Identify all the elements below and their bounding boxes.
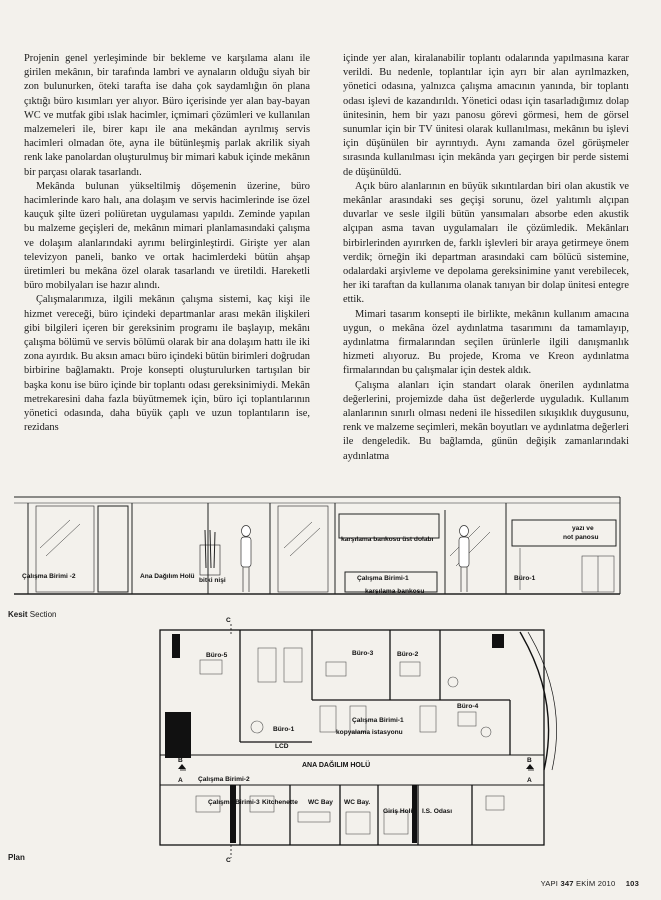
section-marker-label: C (226, 617, 231, 624)
plan-room-label: Büro-3 (352, 650, 374, 657)
plan-room-label: I.S. Odası (422, 808, 453, 815)
plan-room-label: Çalışma Birimi-1 (352, 717, 404, 724)
plan-room-label: Büro-1 (273, 726, 295, 733)
plan-room-label: ANA DAĞILIM HOLÜ (302, 762, 371, 769)
section-marker-label: B (527, 757, 532, 764)
plan-room-label: LCD (275, 743, 289, 750)
plan-room-label: Giriş Holü (383, 808, 415, 815)
section-marker-label: A (178, 777, 183, 784)
plan-room-label: Büro-2 (397, 651, 419, 658)
issue-date: EKİM 2010 (576, 879, 616, 888)
plan-room-label: WC Bay. (344, 799, 371, 806)
section-label: karşılama bankosu (365, 588, 425, 595)
plan-room-label: kopyalama istasyonu (336, 729, 403, 736)
plan-room-label: WC Bay (308, 799, 333, 806)
section-label: Ana Dağılım Holü (140, 573, 195, 580)
plan-outline (160, 630, 544, 845)
magazine-name: YAPI (540, 879, 559, 888)
section-marker-label: A (527, 777, 532, 784)
section-label: Çalışma Birimi -2 (22, 573, 76, 580)
section-marker-label: C (226, 857, 231, 864)
section-label: Büro-1 (514, 575, 536, 582)
paragraph: Mimari tasarım konsepti ile birlikte, mekânın kullanım amacına uygun, o mekâna özel aydınlatma tasarımını da tamamlayıp, aydınlatma firmalarından seçilen ürünlerle ilgili danışmanlık hizmeti alıyoruz. Bu projede, Kroma ve Kreon aydınlatma firmalarından bu çalışmalar için destek aldık. (343, 308, 629, 377)
plan-room-label: Çalışma Birimi-2 (198, 776, 250, 783)
section-label: yazı ve (572, 525, 594, 532)
section-marker-label: B (178, 757, 183, 764)
paragraph: Çalışmalarımıza, ilgili mekânın çalışma sistemi, kaç kişi ile hizmet vereceği, büro içindeki departmanlar arası mekân ilişkileri gibi bilgileri içeren bir gereksinim programı ile başlayıp, mekânı çalışma bölümü ve servis bölümü olarak bir ana dolaşım hattı ile iki zona ayırdık. Bu aksın amacı büro içindeki bütün birimleri doğrudan birbirine bağlamaktı. Proje konsepti oluşturulurken tartışılan bir başka konu ise büro içinde bir toplantı odası gereksinimiydi. Mekân metrekaresini daha fazla büyütmemek için, büro içi toplantılarının yönetici odasında, daha büyük çaplı ve uzun toplantıların ise, rezidans (24, 294, 310, 434)
paragraph: Açık büro alanlarının en büyük sıkıntılardan biri olan akustik ve mekânlar arasındaki ses geçişi sorunu, özel yalıtımlı alçıpan duvarlar ve sesle ilgili bütün yansımaları absorbe eden akustik alçıpan asma tavan uygulamaları ile çözümledik. Mekânları birbirlerinden ayırırken de, farklı işlevleri bir araya getirmeye önem verdik; örneğin iki departman arasındaki cam bölücü sistemine, odalardaki arşivleme ve depolama gereksinimine yanıt verebilecek, her iki taraftan da kullanıma olanak tanıyan bir dolap ünitesi entegre ettik. (343, 180, 629, 306)
paragraph: içinde yer alan, kiralanabilir toplantı odalarında yapılmasına karar verildi. Bu nedenle, toplantılar için ayrı bir alan ayrılmazken, yönetici odasına, yalnızca çalışma amacının yanında, bir toplantı odası işlevi de kazandırıldı. Yönetici odası için tasarladığımız dolap ünitesinin, hem bir yazı panosu görevi görmesi, hem de görsel sunumlar için bir TV ünitesi olarak kullanılması, mekânın bu işlevi için düşünülen bir ayrıntıydı. Aynı zamanda özel görüşmeler sırasında kullanılması için mekânda yarı geçirgen bir perde sistemi de düşünüldü. (343, 53, 629, 178)
plan-caption: Plan (8, 853, 25, 862)
issue-number: 347 (560, 879, 574, 888)
section-label: not panosu (563, 534, 599, 541)
paragraph: Çalışma alanları için standart olarak önerilen aydınlatma değerlerini, projemizde daha üst değerlerde uyguladık. Kullanım alanlarının sınırlı olması nedeni ile hissedilen sıkışıklık duygusunu, renk ve malzeme seçimleri, mekân boyutları ve aydınlatma değerleri ile dengeledik. Bu bağlamda, günün değişik zamanlarındaki aydınlatma (343, 379, 629, 462)
section-label: bitki nişi (199, 577, 226, 584)
page-number: 103 (625, 879, 639, 888)
plan-room-label: Kitchenette (262, 799, 298, 806)
paragraph: Mekânda bulunan yükseltilmiş döşemenin üzerine, büro hacimlerinde karo halı, ana dolaşım ve servis hacimlerinde ise özel kauçuk şilte üzeri poliüretan uygulaması yapıldı. Zeminde yapılan bu malzeme geçişleri de, mekânın mimari planlamasındaki çalışma ve dolaşım alanlarındaki ayrımı belirginleştirdi. Girişte yer alan televizyon paneli, banko ve ortak hacimlerdeki bütün ahşap üretimleri bu mekâna özel olarak tasarlandı ve üretildi. Hareketli büro mobilyaları ise hazır alındı. (24, 180, 310, 292)
section-label: Çalışma Birimi-1 (357, 575, 409, 582)
section-caption: Kesit Section (8, 610, 57, 619)
plan-room-label: Çalışma Birimi-3 (208, 799, 260, 806)
paragraph: Projenin genel yerleşiminde bir bekleme ve karşılama alanı ile girilen mekânın, bir tarafında lambri ve aynaların olduğu siyah bir zon bulunurken, öteki tarafta ise daha çok saydamlığın ön plana çıktığı büro kısımları yer alıyor. Büro içerisinde yer alan bay-bayan WC ve mutfak gibi ıslak hacimler, içmimari çözümleri ve kullanılan malzemeleri ile, birer kapı ile ana mekândan ayrılmış servis hacimleri olmadan öte, ayna ile bütünleşmiş parlak akrilik siyah renk lake panolardan oluşturulmuş bir mimari kabuk içinde mekânın bir parçası olarak tasarlandı. (24, 53, 310, 178)
page-footer (541, 879, 639, 888)
plan-room-label: Büro-5 (206, 652, 228, 659)
section-label: karşılama bankosu üst dolabı (341, 536, 434, 543)
plan-room-label: Büro-4 (457, 703, 479, 710)
